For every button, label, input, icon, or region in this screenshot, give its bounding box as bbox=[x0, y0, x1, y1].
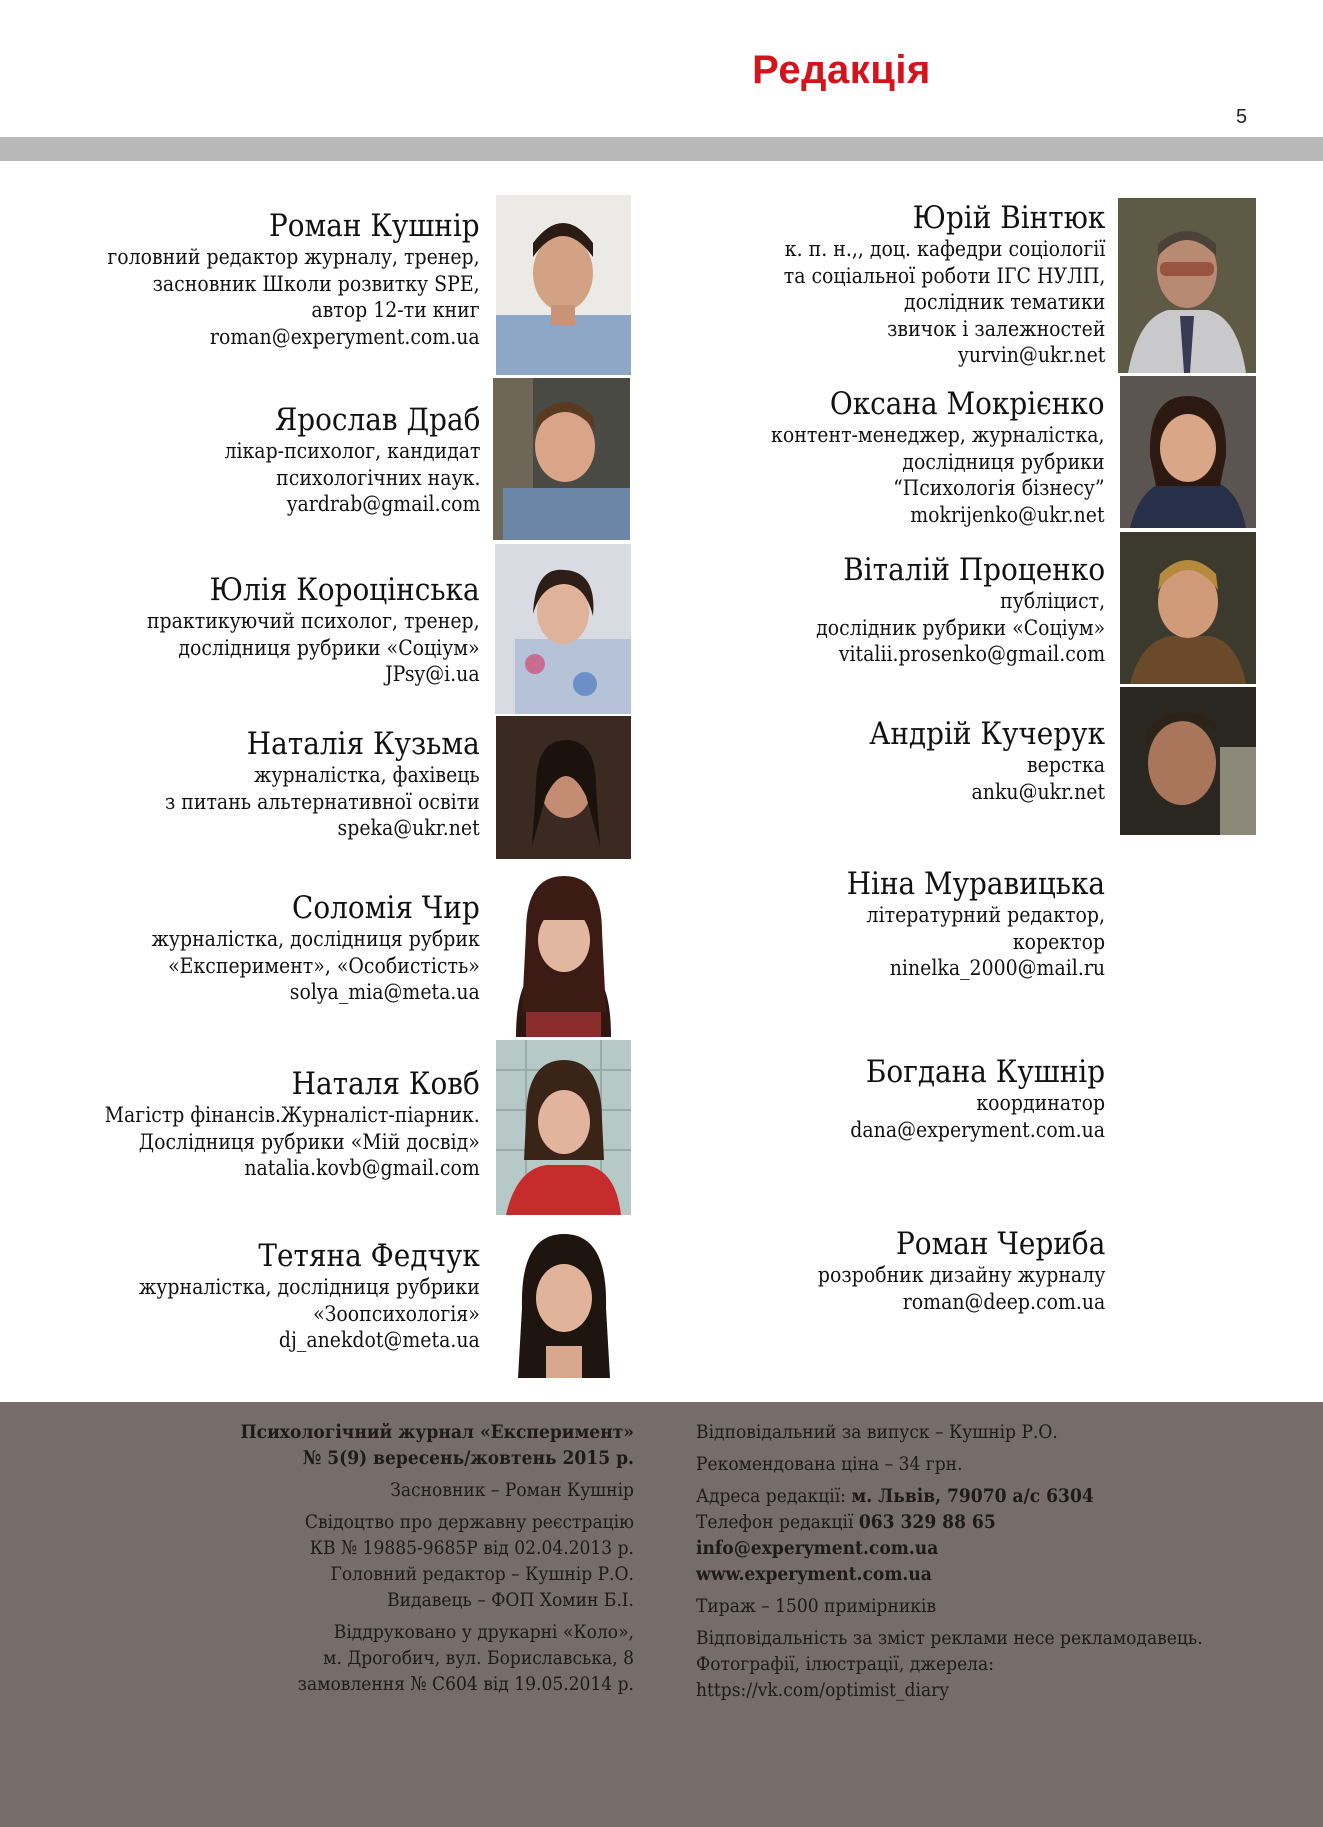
staff-email[interactable]: ninelka_2000@mail.ru bbox=[889, 956, 1105, 980]
staff-role: дослідник тематики bbox=[903, 290, 1105, 314]
staff-card-left-4 bbox=[115, 890, 480, 1006]
address-info bbox=[696, 1483, 1254, 1509]
staff-role: Магістр фінансів.Журналіст-піарник. bbox=[104, 1103, 480, 1127]
staff-card-left-6 bbox=[101, 1238, 480, 1354]
printing-line-1: Віддруковано у друкарні «Коло», bbox=[333, 1621, 634, 1643]
staff-card-right-0 bbox=[748, 200, 1105, 369]
staff-card-left-1 bbox=[196, 402, 480, 518]
staff-name: Віталій Проценко bbox=[843, 552, 1105, 588]
staff-role: координатор bbox=[976, 1091, 1105, 1115]
staff-card-right-5 bbox=[822, 1054, 1105, 1143]
staff-card-left-2 bbox=[110, 572, 480, 688]
staff-name: Соломія Чир bbox=[292, 890, 480, 926]
staff-photo-andrii-kucheruk bbox=[1120, 687, 1256, 835]
phone-label: Телефон редакції bbox=[696, 1511, 859, 1533]
staff-role: головний редактор журналу, тренер, bbox=[107, 245, 480, 269]
staff-name: Наталя Ковб bbox=[291, 1066, 480, 1102]
staff-role: контент-менеджер, журналістка, bbox=[771, 423, 1105, 447]
staff-email[interactable]: roman@experyment.com.ua bbox=[210, 324, 480, 349]
staff-photo-roman-kushnir bbox=[496, 195, 631, 375]
staff-email[interactable]: solya_mia@meta.ua bbox=[289, 980, 480, 1004]
staff-role: «Зоопсихологія» bbox=[313, 1301, 480, 1326]
staff-email[interactable]: speka@ukr.net bbox=[337, 816, 480, 840]
staff-role: дослідник рубрики «Соціум» bbox=[815, 615, 1105, 640]
staff-role: психологічних наук. bbox=[275, 465, 480, 490]
staff-role: журналістка, дослідниця рубрик bbox=[151, 927, 480, 951]
staff-role: «Експеримент», «Особистість» bbox=[168, 953, 480, 978]
staff-role: дослідниця рубрики bbox=[902, 449, 1105, 474]
staff-email[interactable]: mokrijenko@ukr.net bbox=[910, 502, 1105, 527]
staff-email[interactable]: dana@experyment.com.ua bbox=[850, 1117, 1105, 1142]
chief-editor-info: Головний редактор – Кушнір Р.О. bbox=[330, 1563, 634, 1585]
staff-photo-yurii-vintiuk bbox=[1118, 198, 1256, 373]
registration-line-1: Свідоцтво про державну реєстрацію bbox=[304, 1511, 634, 1533]
staff-role: Дослідниця рубрики «Мій досвід» bbox=[138, 1129, 480, 1154]
staff-card-right-6 bbox=[786, 1226, 1105, 1315]
staff-role: дослідниця рубрики «Соціум» bbox=[178, 635, 481, 660]
photo-source-link[interactable]: https://vk.com/optimist_diary bbox=[696, 1679, 949, 1701]
staff-photo-yulia-korotsinska bbox=[495, 544, 631, 714]
staff-photo-solomiia-chyr bbox=[496, 862, 631, 1037]
staff-name: Наталія Кузьма bbox=[247, 726, 480, 762]
staff-role: автор 12-ти книг bbox=[311, 298, 480, 322]
staff-name: Ніна Муравицька bbox=[846, 866, 1105, 902]
price-info: Рекомендована ціна – 34 грн. bbox=[696, 1453, 963, 1475]
staff-role: “Психологія бізнесу” bbox=[893, 476, 1105, 500]
staff-email[interactable]: roman@deep.com.ua bbox=[902, 1289, 1105, 1314]
staff-role: к. п. н.,, доц. кафедри соціології bbox=[784, 237, 1105, 261]
staff-card-right-4 bbox=[818, 866, 1105, 982]
circulation-info: Тираж – 1500 примірників bbox=[696, 1595, 937, 1617]
printing-line-2: м. Дрогобич, вул. Бориславська, 8 bbox=[323, 1647, 634, 1669]
address-value: м. Львів, 79070 а/с 6304 bbox=[851, 1485, 1094, 1507]
photo-credits-label: Фотографії, ілюстрації, джерела: bbox=[696, 1653, 995, 1675]
staff-name: Богдана Кушнір bbox=[865, 1054, 1105, 1090]
staff-email[interactable]: natalia.kovb@gmail.com bbox=[244, 1156, 480, 1180]
staff-name: Андрій Кучерук bbox=[869, 716, 1105, 752]
staff-photo-natalia-kuzma bbox=[496, 716, 631, 859]
staff-name: Роман Кушнір bbox=[269, 208, 480, 244]
staff-photo-natalia-kovb bbox=[496, 1040, 631, 1215]
staff-role: з питань альтернативної освіти bbox=[165, 789, 480, 814]
staff-role: публіцист, bbox=[1000, 589, 1105, 613]
staff-email[interactable]: JPsy@i.ua bbox=[385, 662, 480, 686]
staff-email[interactable]: dj_anekdot@meta.ua bbox=[279, 1328, 480, 1352]
staff-role: та соціальної роботи ІГС НУЛП, bbox=[783, 263, 1105, 288]
imprint-left-column bbox=[0, 1419, 634, 1697]
staff-role: журналістка, дослідниця рубрики bbox=[139, 1275, 480, 1299]
staff-name: Ярослав Драб bbox=[274, 402, 480, 438]
staff-role: практикуючий психолог, тренер, bbox=[147, 609, 480, 633]
staff-role: лікар-психолог, кандидат bbox=[223, 439, 480, 463]
staff-role: засновник Школи розвитку SPE, bbox=[152, 271, 481, 296]
founder-info: Засновник – Роман Кушнір bbox=[390, 1479, 634, 1501]
staff-name: Оксана Мокрієнко bbox=[830, 386, 1105, 422]
staff-card-right-3 bbox=[843, 716, 1105, 805]
staff-role: коректор bbox=[1012, 929, 1105, 954]
publisher-info: Видавець – ФОП Хомин Б.І. bbox=[387, 1589, 634, 1611]
website-link[interactable]: www.experyment.com.ua bbox=[696, 1563, 932, 1585]
page-number: 5 bbox=[1236, 106, 1248, 128]
staff-name: Юлія Короцінська bbox=[210, 572, 480, 608]
staff-email[interactable]: yardrab@gmail.com bbox=[286, 492, 480, 516]
staff-email[interactable]: yurvin@ukr.net bbox=[957, 343, 1105, 367]
staff-photo-yaroslav-drab bbox=[493, 378, 630, 540]
staff-photo-tetiana-fedchuk bbox=[496, 1218, 631, 1378]
staff-role: звичок і залежностей bbox=[886, 316, 1105, 341]
staff-name: Тетяна Федчук bbox=[258, 1238, 480, 1274]
header-divider-band bbox=[0, 137, 1323, 161]
responsible-info: Відповідальний за випуск – Кушнір Р.О. bbox=[696, 1421, 1058, 1443]
staff-card-right-2 bbox=[784, 552, 1105, 668]
contact-email[interactable]: info@experyment.com.ua bbox=[696, 1537, 939, 1559]
staff-photo-oksana-mokriienko bbox=[1120, 376, 1256, 528]
issue-info: № 5(9) вересень/жовтень 2015 р. bbox=[302, 1447, 634, 1469]
printing-line-3: замовлення № С604 від 19.05.2014 р. bbox=[297, 1673, 634, 1695]
phone-value: 063 329 88 65 bbox=[858, 1511, 996, 1533]
registration-line-2: КВ № 19885-9685Р від 02.04.2013 р. bbox=[309, 1537, 634, 1559]
page-title: Редакція bbox=[752, 48, 931, 92]
staff-name: Роман Чериба bbox=[895, 1226, 1105, 1262]
staff-name: Юрій Вінтюк bbox=[912, 200, 1105, 236]
staff-role: верстка bbox=[1026, 753, 1105, 777]
staff-role: журналістка, фахівець bbox=[254, 763, 480, 787]
imprint-right-column bbox=[696, 1419, 1316, 1703]
staff-role: розробник дизайну журналу bbox=[817, 1263, 1105, 1287]
ads-disclaimer: Відповідальність за зміст реклами несе рекламодавець. bbox=[696, 1627, 1203, 1649]
staff-card-left-5 bbox=[63, 1066, 480, 1182]
staff-card-right-1 bbox=[734, 386, 1105, 528]
staff-email[interactable]: anku@ukr.net bbox=[971, 779, 1105, 804]
staff-card-left-0 bbox=[66, 208, 480, 350]
staff-email[interactable]: vitalii.prosenko@gmail.com bbox=[838, 642, 1105, 666]
staff-photo-vitalii-protsenko bbox=[1120, 532, 1256, 684]
phone-info bbox=[696, 1509, 1254, 1535]
journal-title: Психологічний журнал «Експеримент» bbox=[240, 1421, 635, 1443]
address-label: Адреса редакції: bbox=[696, 1485, 852, 1507]
staff-role: літературний редактор, bbox=[866, 903, 1105, 927]
staff-card-left-3 bbox=[130, 726, 480, 842]
